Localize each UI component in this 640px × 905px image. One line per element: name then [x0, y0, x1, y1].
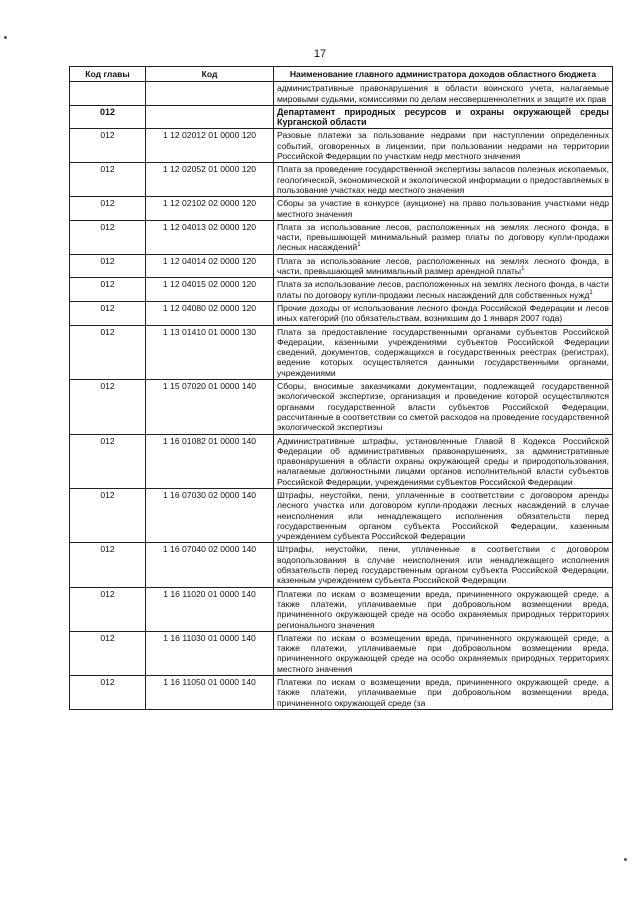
- administrator-name-cell: [274, 220, 613, 254]
- revenue-code-cell: 1 12 04014 02 0000 120: [146, 254, 274, 278]
- administrator-name-cell: [274, 587, 613, 631]
- table-row: [70, 278, 613, 302]
- header-administrator-name: Наименование главного администратора доходов областного бюджета: [274, 67, 613, 82]
- revenue-code-cell: 1 12 02052 01 0000 120: [146, 163, 274, 197]
- name-text: Штрафы, неустойки, пени, уплаченные в соответствии с договором аренды лесного участка или договором купли-продажи лесных насаждений в случае неисполнения или ненадлежащего исполнения обязательств перед государственным органом субъекта Российской Федерации, казенным учреждением субъекта Российской Федерации: [277, 489, 609, 542]
- administrator-name-cell: [274, 380, 613, 434]
- chapter-code-cell: 012: [70, 325, 146, 379]
- name-text: Департамент природных ресурсов и охраны окружающей среды Курганской области: [277, 106, 609, 128]
- page-number: 17: [313, 48, 327, 60]
- footnote-marker: 1: [589, 289, 593, 296]
- chapter-code-cell: 012: [70, 631, 146, 675]
- revenue-code-cell: 1 16 11030 01 0000 140: [146, 631, 274, 675]
- scan-dot: [4, 36, 7, 39]
- name-text: Платежи по искам о возмещении вреда, причиненного окружающей среде, а также платежи, уплачиваемые при добровольном возмещении вреда, причиненного окружающей среде на особо охраняемых природных территориях местного значения: [277, 632, 609, 674]
- name-text: Плата за предоставление государственными органами субъектов Российской Федерации, казенными учреждениями субъектов Российской Федерации сведений, документов, содержащихся в государственных реестрах (регистрах), ведение которых осуществляется данными государственными органами, учреждениями: [277, 326, 609, 378]
- name-text: Сборы, вносимые заказчиками документации, подлежащей государственной экологической экспертизе, организация и проведение которой осуществляются органами государственной власти субъектов Российской Федерации, рассчитанные в соответствии со сметой расходов на проведение государственной экологической экспертизы: [277, 381, 609, 433]
- name-text: Административные штрафы, установленные Главой 8 Кодекса Российской Федерации об административных правонарушениях, за административные правонарушения в области охраны окружающей среды и природопользования, налагаемые должностными лицами органов исполнительной власти субъектов Российской Федерации, учреждениями субъектов Российской Федерации: [277, 435, 609, 487]
- administrator-name-cell: [274, 434, 613, 488]
- chapter-code-cell: 012: [70, 105, 146, 129]
- name-text: Штрафы, неустойки, пени, уплаченные в соответствии с договором водопользования в случае неисполнения или ненадлежащего исполнения обязательств перед государственным органом субъекта Российской Федерации, казенным учреждением субъекта Российской Федерации: [277, 544, 609, 586]
- table-row: [70, 543, 613, 587]
- administrator-name-cell: [274, 301, 613, 325]
- administrator-name-cell: [274, 488, 613, 542]
- revenue-code-cell: 1 12 04080 02 0000 120: [146, 301, 274, 325]
- table-row: [70, 163, 613, 197]
- table-row: [70, 82, 613, 106]
- chapter-code-cell: 012: [70, 587, 146, 631]
- administrators-table: [69, 66, 613, 710]
- footnote-marker: 1: [521, 266, 525, 273]
- chapter-code-cell: 012: [70, 543, 146, 587]
- administrator-name-cell: [274, 82, 613, 106]
- revenue-code-cell: 1 12 04015 02 0000 120: [146, 278, 274, 302]
- administrator-name-cell: [274, 105, 613, 129]
- table-row: [70, 676, 613, 710]
- administrator-name-cell: [274, 197, 613, 221]
- administrator-name-cell: [274, 163, 613, 197]
- table-row: [70, 631, 613, 675]
- administrator-name-cell: [274, 631, 613, 675]
- chapter-code-cell: 012: [70, 278, 146, 302]
- chapter-code-cell: 012: [70, 380, 146, 434]
- revenue-code-cell: 1 12 02012 01 0000 120: [146, 129, 274, 163]
- scan-dot: [624, 858, 627, 861]
- chapter-code-cell: 012: [70, 254, 146, 278]
- administrator-name-cell: [274, 676, 613, 710]
- administrator-name-cell: [274, 129, 613, 163]
- administrator-name-cell: [274, 543, 613, 587]
- chapter-code-cell: 012: [70, 129, 146, 163]
- administrator-name-cell: [274, 254, 613, 278]
- revenue-code-cell: 1 13 01410 01 0000 130: [146, 325, 274, 379]
- table-row: [70, 197, 613, 221]
- revenue-code-cell: 1 15 07020 01 0000 140: [146, 380, 274, 434]
- name-text: Прочие доходы от использования лесного фонда Российской Федерации и лесов иных категорий (по обязательствам, возникшим до 1 января 2007 года): [277, 302, 609, 324]
- revenue-code-cell: 1 16 01082 01 0000 140: [146, 434, 274, 488]
- header-code: Код: [146, 67, 274, 82]
- revenue-code-cell: [146, 82, 274, 106]
- chapter-code-cell: 012: [70, 488, 146, 542]
- name-text: Платежи по искам о возмещении вреда, причиненного окружающей среде, а также платежи, уплачиваемые при добровольном возмещении вреда, причиненного окружающей среде (за: [277, 677, 609, 708]
- table-row: [70, 380, 613, 434]
- administrator-name-cell: [274, 278, 613, 302]
- table-row: [70, 434, 613, 488]
- department-row: [70, 105, 613, 129]
- name-text: административные правонарушения в области воинского учета, налагаемые мировыми судьями, комиссиями по делам несовершеннолетних и защите их прав: [277, 83, 609, 104]
- chapter-code-cell: 012: [70, 434, 146, 488]
- name-text: Плата за использование лесов, расположенных на землях лесного фонда, в части, превышающей минимальный размер арендной платы: [277, 255, 609, 277]
- chapter-code-cell: [70, 82, 146, 106]
- chapter-code-cell: 012: [70, 197, 146, 221]
- table-row: [70, 488, 613, 542]
- table-row: [70, 254, 613, 278]
- revenue-code-cell: 1 16 07040 02 0000 140: [146, 543, 274, 587]
- revenue-code-cell: 1 16 11050 01 0000 140: [146, 676, 274, 710]
- chapter-code-cell: 012: [70, 220, 146, 254]
- table-row: [70, 129, 613, 163]
- name-text: Разовые платежи за пользование недрами при наступлении определенных событий, оговоренных в лицензии, при пользовании недрами на территории Российской Федерации по участкам недр местного значения: [277, 130, 609, 162]
- revenue-code-cell: 1 16 07030 02 0000 140: [146, 488, 274, 542]
- chapter-code-cell: 012: [70, 676, 146, 710]
- name-text: Плата за использование лесов, расположенных на землях лесного фонда, в части платы по договору купли-продажи лесных насаждений для собственных нужд: [277, 279, 609, 300]
- chapter-code-cell: 012: [70, 301, 146, 325]
- table-row: [70, 587, 613, 631]
- revenue-code-cell: 1 12 02102 02 0000 120: [146, 197, 274, 221]
- administrator-name-cell: [274, 325, 613, 379]
- header-chapter-code: Код главы: [70, 67, 146, 82]
- table-row: [70, 301, 613, 325]
- revenue-code-cell: 1 16 11020 01 0000 140: [146, 587, 274, 631]
- name-text: Плата за использование лесов, расположенных на землях лесного фонда, в части, превышающей минимальный размер платы по договору купли-продажи лесных насаждений: [277, 221, 609, 253]
- table-header-row: [70, 67, 613, 82]
- footnote-marker: 1: [357, 242, 361, 249]
- chapter-code-cell: 012: [70, 163, 146, 197]
- table-row: [70, 325, 613, 379]
- revenue-code-cell: [146, 105, 274, 129]
- name-text: Плата за проведение государственной экспертизы запасов полезных ископаемых, геологической, экономической и экологической информации о предоставляемых в пользование участках недр местного значения: [277, 164, 609, 195]
- name-text: Сборы за участие в конкурсе (аукционе) на право пользования участками недр местного значения: [277, 198, 609, 219]
- table-row: [70, 220, 613, 254]
- revenue-code-cell: 1 12 04013 02 0000 120: [146, 220, 274, 254]
- name-text: Платежи по искам о возмещении вреда, причиненного окружающей среде, а также платежи, уплачиваемые при добровольном возмещении вреда, причиненного окружающей среде на особо охраняемых природных территориях регионального значения: [277, 588, 609, 630]
